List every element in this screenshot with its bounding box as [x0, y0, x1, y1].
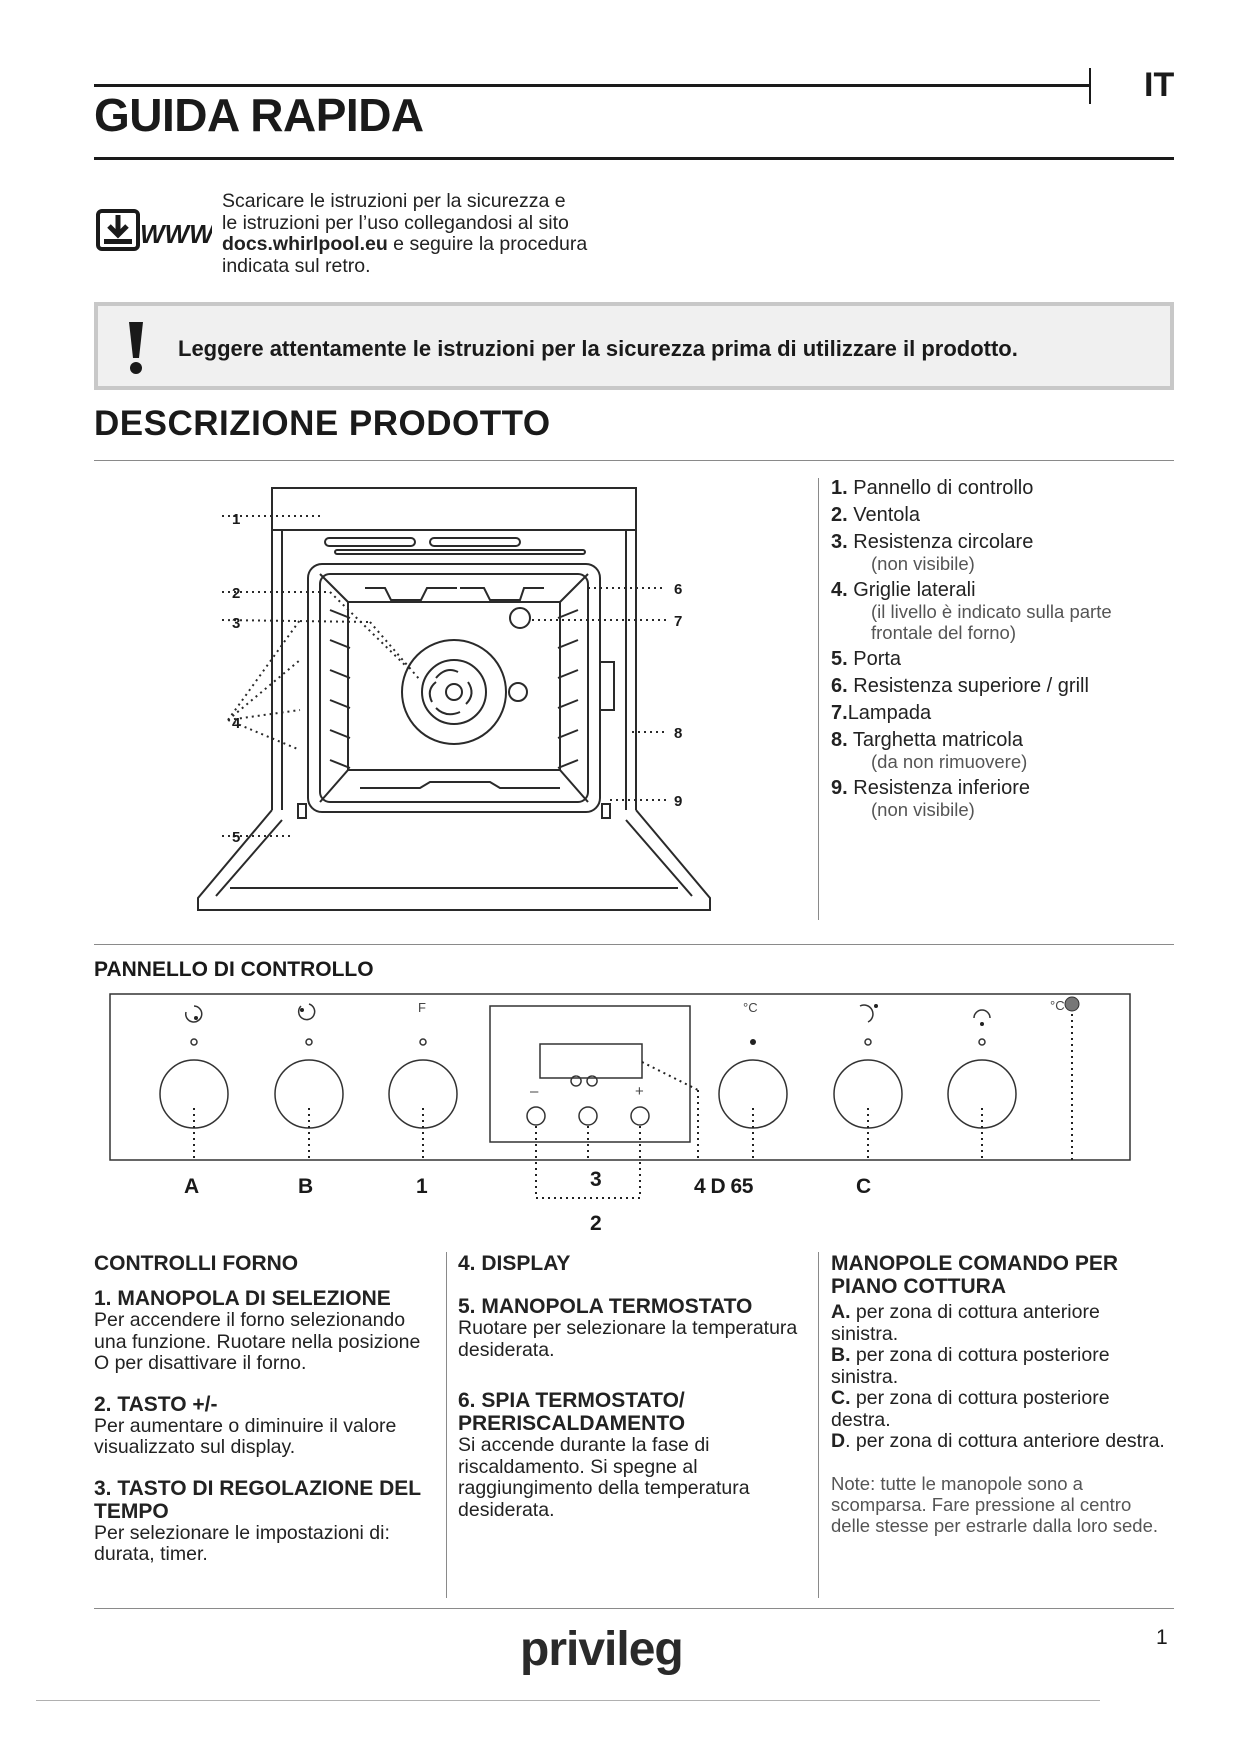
time-button-text: Per selezionare le impostazioni di: durata, timer.	[94, 1521, 390, 1565]
column-divider-2	[818, 1252, 819, 1598]
knob-c	[834, 1060, 902, 1128]
part-item-4: 4. Griglie laterali (il livello è indicato sulla parte frontale del forno)	[831, 579, 1112, 643]
controls-column-display	[458, 1252, 808, 1539]
preheat-light-heading: 6. SPIA TERMOSTATO/ PRERISCALDAMENTO	[458, 1389, 686, 1435]
oven-diagram	[170, 470, 750, 920]
oven-controls-title: CONTROLLI FORNO	[94, 1252, 299, 1275]
thermostat-heading: 5. MANOPOLA TERMOSTATO	[458, 1295, 753, 1318]
control-panel-title: PANNELLO DI CONTROLLO	[94, 958, 374, 981]
download-line-1: Scaricare le istruzioni per la sicurezza e	[222, 190, 566, 212]
plus-minus-text: Per aumentare o diminuire il valore visualizzato sul display.	[94, 1414, 397, 1458]
footer-top-rule	[94, 1608, 1174, 1609]
controls-column-hob	[831, 1252, 1171, 1536]
part-item-3: 3. Resistenza circolare (non visibile)	[831, 531, 1034, 574]
column-divider-1	[446, 1252, 447, 1598]
celsius-label: °C	[743, 1000, 758, 1015]
preheat-indicator-light	[1065, 997, 1079, 1011]
callout-9: 9	[674, 793, 683, 810]
header-divider	[1089, 68, 1091, 104]
header-top-rule	[94, 84, 1090, 87]
callout-1: 1	[232, 511, 241, 528]
part-item-2: 2. Ventola	[831, 504, 920, 526]
section-title-description: DESCRIZIONE PRODOTTO	[94, 404, 551, 443]
download-line-4: indicata sul retro.	[222, 254, 371, 277]
callout-7: 7	[674, 613, 683, 630]
knob-label-1: 1	[416, 1175, 428, 1198]
time-button-heading: 3. TASTO DI REGOLAZIONE DEL TEMPO	[94, 1476, 421, 1523]
brand-logo: privileg	[520, 1623, 683, 1676]
display-heading: 4. DISPLAY	[458, 1252, 571, 1275]
thermostat-text: Ruotare per selezionare la temperatura desiderata.	[458, 1317, 798, 1361]
function-f-label: F	[418, 1000, 426, 1015]
knob-label-c: C	[856, 1175, 872, 1198]
download-line-3: e seguire la procedura	[387, 233, 588, 255]
knob-label-a: A	[184, 1175, 200, 1198]
description-rule	[94, 460, 1174, 461]
page-number: 1	[1156, 1626, 1168, 1649]
callout-5: 5	[232, 829, 241, 846]
download-instructions	[222, 191, 642, 277]
plus-minus-heading: 2. TASTO +/-	[94, 1392, 218, 1416]
hob-knob-a: A. per zona di cottura anteriore sinistra.	[831, 1301, 1100, 1345]
knob-thermostat	[719, 1060, 787, 1128]
callout-4: 4	[232, 715, 241, 732]
selector-knob-text: Per accendere il forno selezionando una funzione. Ruotare nella posizione O per disattivare il forno.	[94, 1309, 421, 1374]
button-label-3: 3	[590, 1168, 602, 1191]
language-code: IT	[1144, 66, 1175, 104]
part-item-9: 9. Resistenza inferiore (non visibile)	[831, 777, 1030, 820]
plus-label: +	[635, 1083, 644, 1100]
minus-label: –	[530, 1083, 539, 1100]
callout-3: 3	[232, 615, 241, 632]
parts-divider	[818, 478, 819, 920]
part-item-5: 5. Porta	[831, 648, 902, 670]
knob-d	[948, 1060, 1016, 1128]
download-site-link[interactable]: docs.whirlpool.eu	[222, 233, 388, 255]
download-icon	[96, 207, 212, 255]
knob-selector	[389, 1060, 457, 1128]
download-line-2: le istruzioni per l’uso collegandosi al sito	[222, 211, 569, 234]
control-panel-rule	[94, 944, 1174, 945]
header-bottom-rule	[94, 157, 1174, 160]
selector-knob-heading: 1. MANOPOLA DI SELEZIONE	[94, 1287, 391, 1310]
part-item-8: 8. Targhetta matricola (da non rimuovere)	[831, 729, 1028, 772]
callout-2: 2	[232, 585, 241, 602]
control-panel-diagram	[100, 990, 1140, 1240]
label-4-d6-5: 4 D 65	[694, 1175, 753, 1198]
preheat-light-text: Si accende durante la fase di riscaldamento. Si spegne al raggiungimento della temperatura desiderata.	[458, 1434, 750, 1521]
button-label-2: 2	[590, 1212, 602, 1235]
part-item-1: 1. Pannello di controllo	[831, 477, 1034, 499]
exclamation-icon	[126, 320, 146, 376]
celsius-indicator-label: °C	[1050, 998, 1065, 1013]
callout-6: 6	[674, 581, 683, 598]
hob-knobs-title: MANOPOLE COMANDO PER PIANO COTTURA	[831, 1252, 1119, 1298]
hob-knob-b: B. per zona di cottura posteriore sinistra.	[831, 1344, 1110, 1388]
safety-warning-box	[94, 302, 1174, 390]
page-title: GUIDA RAPIDA	[94, 89, 424, 141]
part-item-7: 7.Lampada	[831, 702, 932, 724]
parts-list	[831, 478, 1171, 826]
callout-8: 8	[674, 725, 683, 742]
www-label: WWW	[140, 219, 212, 249]
hob-knobs-note: Note: tutte le manopole sono a scomparsa. Fare pressione al centro delle stesse per estrarle dalla loro sede.	[831, 1472, 1159, 1536]
safety-warning-text: Leggere attentamente le istruzioni per la sicurezza prima di utilizzare il prodotto.	[178, 336, 1018, 361]
controls-column-oven	[94, 1252, 434, 1584]
hob-knob-d: D. per zona di cottura anteriore destra.	[831, 1430, 1165, 1452]
knob-b	[275, 1060, 343, 1128]
footer-bottom-rule	[36, 1700, 1100, 1701]
knob-label-b: B	[298, 1175, 314, 1198]
knob-a	[160, 1060, 228, 1128]
part-item-6: 6. Resistenza superiore / grill	[831, 675, 1089, 697]
hob-knob-c: C. per zona di cottura posteriore destra.	[831, 1387, 1110, 1431]
